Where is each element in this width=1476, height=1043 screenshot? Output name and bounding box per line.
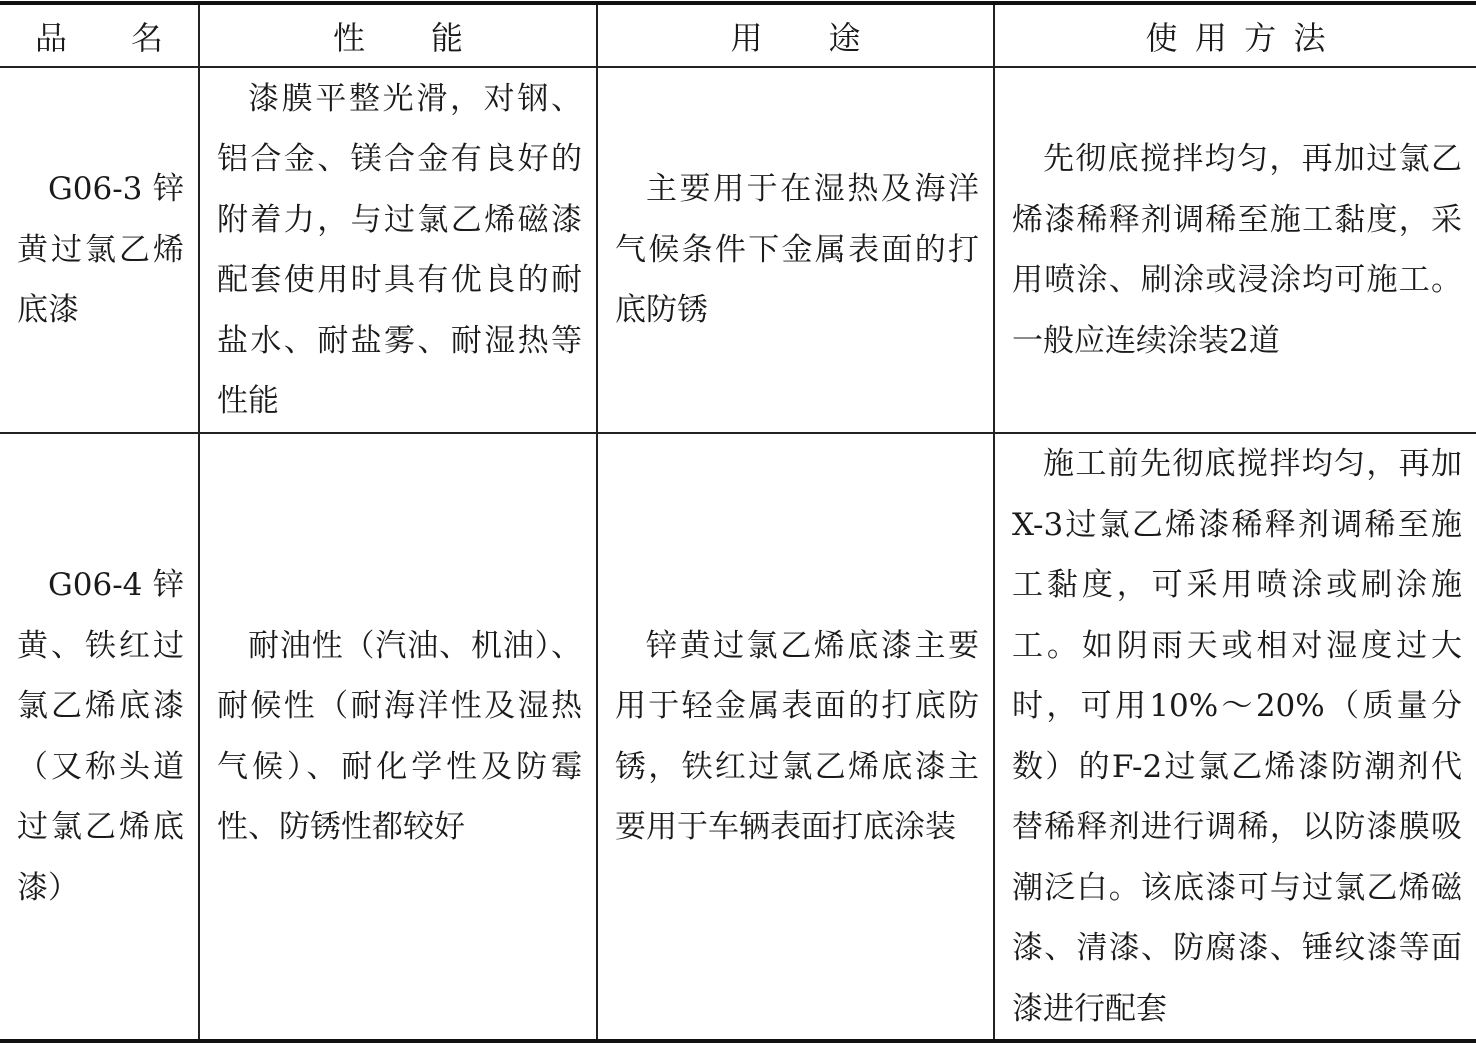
cell-usage: 主要用于在湿热及海洋气候条件下金属表面的打底防锈 [597,67,994,433]
header-row [0,3,1476,67]
cell-product-name: G06-3 锌黄过氯乙烯底漆 [0,67,199,433]
paint-spec-table [0,1,1476,1043]
header-usage: 用 途 [597,3,994,67]
table-row [0,433,1476,1041]
table-row [0,67,1476,433]
cell-usage: 锌黄过氯乙烯底漆主要用于轻金属表面的打底防锈，铁红过氯乙烯底漆主要用于车辆表面打底涂装 [597,433,994,1041]
cell-performance: 耐油性（汽油、机油）、耐候性（耐海洋性及湿热气候）、耐化学性及防霉性、防锈性都较好 [199,433,597,1041]
cell-performance: 漆膜平整光滑，对钢、铝合金、镁合金有良好的附着力，与过氯乙烯磁漆配套使用时具有优良的耐盐水、耐盐雾、耐湿热等性能 [199,67,597,433]
cell-method: 施工前先彻底搅拌均匀，再加X-3过氯乙烯漆稀释剂调稀至施工黏度，可采用喷涂或刷涂施工。如阴雨天或相对湿度过大时，可用10%～20%（质量分数）的F-2过氯乙烯漆防潮剂代替稀释剂进行调稀，以防漆膜吸潮泛白。该底漆可与过氯乙烯磁漆、清漆、防腐漆、锤纹漆等面漆进行配套 [994,433,1476,1041]
header-performance: 性 能 [199,3,597,67]
header-method: 使 用 方 法 [994,3,1476,67]
cell-method: 先彻底搅拌均匀，再加过氯乙烯漆稀释剂调稀至施工黏度，采用喷涂、刷涂或浸涂均可施工。一般应连续涂装2道 [994,67,1476,433]
table-header [0,3,1476,67]
header-name: 品 名 [0,3,199,67]
cell-product-name: G06-4 锌黄、铁红过氯乙烯底漆（又称头道过氯乙烯底漆） [0,433,199,1041]
